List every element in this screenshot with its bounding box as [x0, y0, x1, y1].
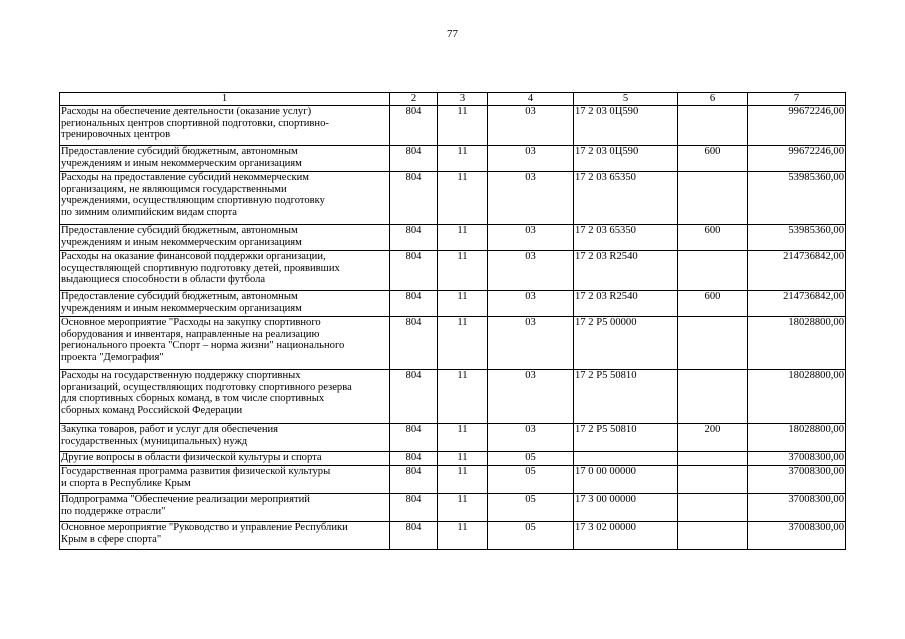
- row-code-subsection: 03: [488, 291, 574, 317]
- row-code-section: 11: [438, 370, 488, 424]
- row-code-subsection: 03: [488, 172, 574, 225]
- row-code-section: 11: [438, 106, 488, 146]
- row-name: Предоставление субсидий бюджетным, автономным учреждениям и иным некоммерческим организациям: [60, 291, 390, 317]
- row-code-ministry: 804: [390, 146, 438, 172]
- row-code-ministry: 804: [390, 466, 438, 494]
- row-code-ministry: 804: [390, 317, 438, 370]
- row-code-section: 11: [438, 466, 488, 494]
- row-code-expense-type: 600: [678, 291, 748, 317]
- row-name: Расходы на обеспечение деятельности (оказание услуг) региональных центров спортивной подготовки, спортивно- тренировочных центров: [60, 106, 390, 146]
- row-code-ministry: 804: [390, 251, 438, 291]
- row-amount: 37008300,00: [748, 466, 846, 494]
- row-code-section: 11: [438, 172, 488, 225]
- row-code-target: 17 2 P5 50810: [574, 370, 678, 424]
- row-code-subsection: 05: [488, 452, 574, 466]
- row-code-target: 17 2 P5 00000: [574, 317, 678, 370]
- row-code-ministry: 804: [390, 494, 438, 522]
- row-code-ministry: 804: [390, 452, 438, 466]
- column-header: 7: [748, 93, 846, 106]
- column-header: 4: [488, 93, 574, 106]
- row-code-expense-type: [678, 466, 748, 494]
- row-amount: 18028800,00: [748, 370, 846, 424]
- row-code-target: 17 0 00 00000: [574, 466, 678, 494]
- table-row: [60, 225, 846, 251]
- row-code-subsection: 03: [488, 370, 574, 424]
- row-amount: 53985360,00: [748, 225, 846, 251]
- row-code-expense-type: [678, 522, 748, 550]
- row-code-subsection: 03: [488, 146, 574, 172]
- table-row: [60, 291, 846, 317]
- row-code-target: 17 2 03 0Ц590: [574, 146, 678, 172]
- row-code-expense-type: [678, 317, 748, 370]
- row-amount: 99672246,00: [748, 106, 846, 146]
- row-code-subsection: 05: [488, 466, 574, 494]
- row-amount: 53985360,00: [748, 172, 846, 225]
- row-amount: 99672246,00: [748, 146, 846, 172]
- column-header: 6: [678, 93, 748, 106]
- row-amount: 37008300,00: [748, 452, 846, 466]
- row-amount: 37008300,00: [748, 522, 846, 550]
- row-code-target: 17 3 02 00000: [574, 522, 678, 550]
- row-code-section: 11: [438, 522, 488, 550]
- row-code-target: 17 2 03 R2540: [574, 251, 678, 291]
- row-name: Расходы на предоставление субсидий некоммерческим организациям, не являющимся государственными учреждениями, осуществляющим спортивную подготовку по зимним олимпийским видам спорта: [60, 172, 390, 225]
- table-row: [60, 172, 846, 225]
- row-amount: 18028800,00: [748, 424, 846, 452]
- table-row: [60, 424, 846, 452]
- row-code-ministry: 804: [390, 522, 438, 550]
- row-code-expense-type: [678, 251, 748, 291]
- row-code-target: 17 2 03 0Ц590: [574, 106, 678, 146]
- row-code-section: 11: [438, 424, 488, 452]
- row-name: Закупка товаров, работ и услуг для обеспечения государственных (муниципальных) нужд: [60, 424, 390, 452]
- row-code-subsection: 03: [488, 106, 574, 146]
- row-amount: 214736842,00: [748, 291, 846, 317]
- row-code-expense-type: 200: [678, 424, 748, 452]
- row-amount: 214736842,00: [748, 251, 846, 291]
- table-row: [60, 452, 846, 466]
- row-code-section: 11: [438, 225, 488, 251]
- row-code-ministry: 804: [390, 424, 438, 452]
- row-name: Расходы на государственную поддержку спортивных организаций, осуществляющих подготовку спортивного резерва для спортивных сборных команд, в том числе спортивных сборных команд Российской Федерации: [60, 370, 390, 424]
- row-code-subsection: 05: [488, 522, 574, 550]
- row-name: Расходы на оказание финансовой поддержки организации, осуществляющей спортивную подготовку детей, проявивших выдающиеся способности в области футбола: [60, 251, 390, 291]
- row-name: Подпрограмма "Обеспечение реализации мероприятий по поддержке отрасли": [60, 494, 390, 522]
- row-code-subsection: 03: [488, 251, 574, 291]
- row-code-subsection: 03: [488, 424, 574, 452]
- row-code-subsection: 03: [488, 225, 574, 251]
- row-code-expense-type: [678, 106, 748, 146]
- column-header: 5: [574, 93, 678, 106]
- table-row: [60, 317, 846, 370]
- table-row: [60, 370, 846, 424]
- row-code-section: 11: [438, 494, 488, 522]
- row-amount: 37008300,00: [748, 494, 846, 522]
- row-code-section: 11: [438, 146, 488, 172]
- column-header: 1: [60, 93, 390, 106]
- column-header: 2: [390, 93, 438, 106]
- table-row: [60, 251, 846, 291]
- row-amount: 18028800,00: [748, 317, 846, 370]
- row-code-target: 17 2 03 65350: [574, 172, 678, 225]
- row-code-section: 11: [438, 452, 488, 466]
- row-code-ministry: 804: [390, 370, 438, 424]
- row-name: Государственная программа развития физической культуры и спорта в Республике Крым: [60, 466, 390, 494]
- table-row: [60, 522, 846, 550]
- row-name: Основное мероприятие "Расходы на закупку спортивного оборудования и инвентаря, направленные на реализацию регионального проекта "Спорт – норма жизни" национального проекта "Демография": [60, 317, 390, 370]
- row-code-target: 17 3 00 00000: [574, 494, 678, 522]
- row-code-ministry: 804: [390, 291, 438, 317]
- page-number: 77: [447, 28, 458, 40]
- row-code-expense-type: [678, 494, 748, 522]
- row-code-ministry: 804: [390, 172, 438, 225]
- row-name: Предоставление субсидий бюджетным, автономным учреждениям и иным некоммерческим организациям: [60, 225, 390, 251]
- header-row: [60, 93, 846, 106]
- table-row: [60, 146, 846, 172]
- row-code-target: [574, 452, 678, 466]
- row-name: Основное мероприятие "Руководство и управление Республики Крым в сфере спорта": [60, 522, 390, 550]
- row-code-expense-type: [678, 172, 748, 225]
- row-code-target: 17 2 03 R2540: [574, 291, 678, 317]
- row-code-section: 11: [438, 317, 488, 370]
- row-code-target: 17 2 03 65350: [574, 225, 678, 251]
- column-header: 3: [438, 93, 488, 106]
- row-code-section: 11: [438, 251, 488, 291]
- row-code-subsection: 03: [488, 317, 574, 370]
- row-code-ministry: 804: [390, 106, 438, 146]
- row-code-ministry: 804: [390, 225, 438, 251]
- row-code-expense-type: 600: [678, 146, 748, 172]
- table-row: [60, 466, 846, 494]
- table-row: [60, 106, 846, 146]
- row-code-expense-type: 600: [678, 225, 748, 251]
- budget-table: [59, 92, 846, 550]
- row-name: Предоставление субсидий бюджетным, автономным учреждениям и иным некоммерческим организациям: [60, 146, 390, 172]
- row-code-expense-type: [678, 452, 748, 466]
- row-code-subsection: 05: [488, 494, 574, 522]
- row-name: Другие вопросы в области физической культуры и спорта: [60, 452, 390, 466]
- table-row: [60, 494, 846, 522]
- row-code-target: 17 2 P5 50810: [574, 424, 678, 452]
- row-code-section: 11: [438, 291, 488, 317]
- row-code-expense-type: [678, 370, 748, 424]
